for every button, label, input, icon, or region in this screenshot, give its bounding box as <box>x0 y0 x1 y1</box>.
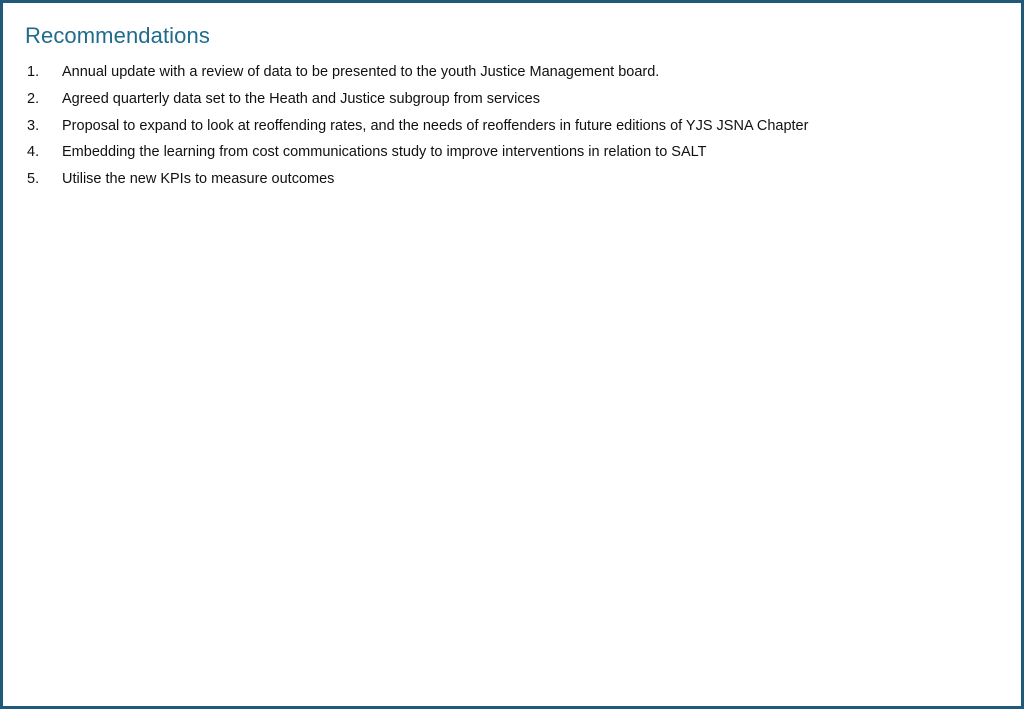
list-item-text: Proposal to expand to look at reoffending rates, and the needs of reoffenders in future editions of YJS JSNA Chapter <box>62 117 809 134</box>
list-item-number: 4. <box>27 144 40 161</box>
list-item-number: 1. <box>27 64 40 80</box>
list-item-number: 5. <box>27 171 40 188</box>
list-item-number: 3. <box>27 117 40 134</box>
list-item-number: 2. <box>27 90 40 107</box>
page-title: Recommendations <box>25 23 210 48</box>
list-item-text: Annual update with a review of data to be presented to the youth Justice Management board. <box>62 64 660 80</box>
list-item-text: Agreed quarterly data set to the Heath and Justice subgroup from services <box>62 90 540 107</box>
list-item-text: Utilise the new KPIs to measure outcomes <box>62 171 335 188</box>
list-item-text: Embedding the learning from cost communications study to improve interventions in relation to SALT <box>62 144 707 161</box>
